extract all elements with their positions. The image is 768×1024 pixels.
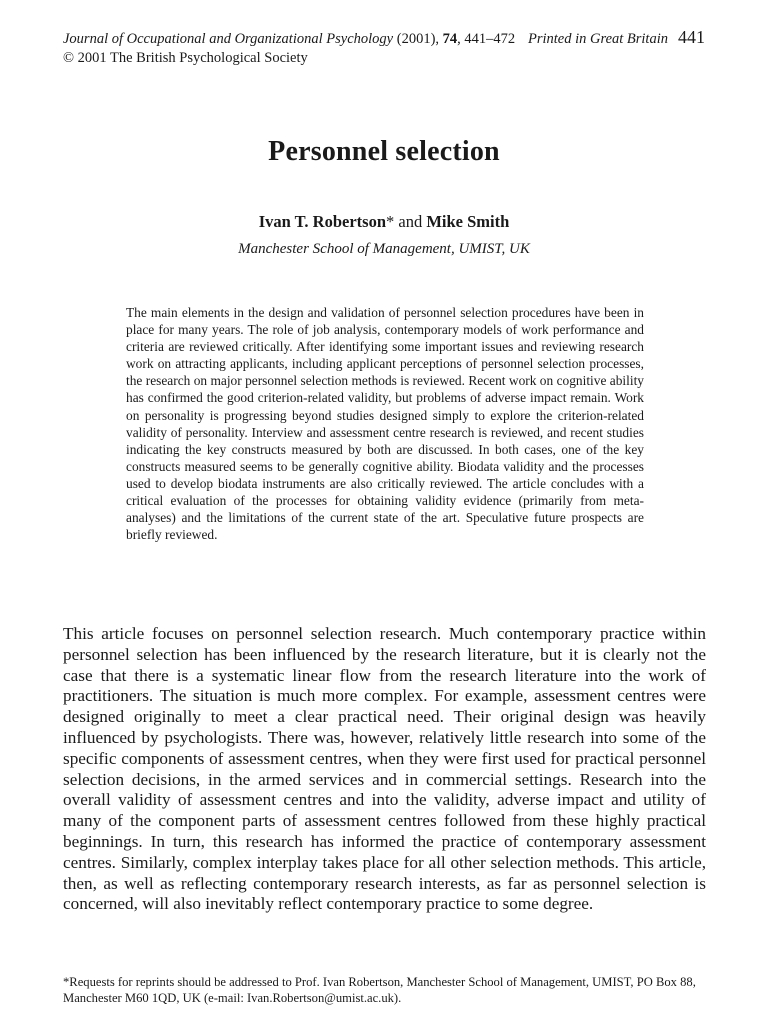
printed-in: Printed in Great Britain	[527, 31, 668, 47]
journal-citation	[63, 30, 515, 49]
article-title: Personnel selection	[268, 136, 500, 167]
page-number: 441	[678, 27, 705, 47]
journal-pages: , 441–472	[457, 31, 516, 47]
abstract: The main elements in the design and validation of personnel selection procedures have been in place for many years. The role of job analysis, contemporary models of work performance and criteria are reviewed critically. After identifying some important issues and reviewing research work on attracting applicants, including applicant perceptions of personnel selection processes, the research on major personnel selection methods is reviewed. Recent work on cognitive ability has confirmed the good criterion-related validity, but problems of adverse impact remain. Work on personality is progressing beyond studies designed simply to explore the criterion-related validity of personality. Interview and assessment centre research is reviewed, and recent studies indicating the key constructs measured by both are discussed. In both cases, one of the key constructs measured seems to be generally cognitive ability. Biodata validity and the processes used to develop biodata instruments are also critically reviewed. The article concludes with a critical evaluation of the processes for obtaining validity evidence (primarily from meta-analyses) and the limitations of the current state of the art. Speculative future prospects are briefly reviewed.	[126, 305, 644, 543]
reprint-footnote: *Requests for reprints should be addressed to Prof. Ivan Robertson, Manchester School of Management, UMIST, PO Box 88, Manchester M60 1QD, UK (e-mail: Ivan.Robertson@umist.ac.uk).	[63, 975, 696, 1005]
header-citation-line	[63, 28, 705, 49]
running-header	[63, 28, 705, 68]
corresponding-author-mark: *	[386, 212, 395, 231]
journal-year: (2001),	[396, 31, 440, 47]
author-2: Mike Smith	[426, 212, 510, 231]
copyright-line: © 2001 The British Psychological Society	[63, 50, 308, 66]
header-right	[528, 28, 705, 49]
journal-volume: 74	[442, 31, 458, 47]
journal-name: Journal of Occupational and Organizational Psychology	[63, 31, 394, 47]
author-line	[0, 212, 768, 232]
body-paragraph: This article focuses on personnel selection research. Much contemporary practice within personnel selection has been influenced by the research literature, but it is clearly not the case that there is a systematic linear flow from the research literature into the work of practitioners. The situation is much more complex. For example, assessment centres were designed originally to meet a clear practical need. Their original design was heavily influenced by psychologists. There was, however, relatively little research into some of the specific components of assessment centres, when they were first used for practical personnel selection decisions, in the armed services and in commercial settings. Research into the overall validity of assessment centres and into the validity, adverse impact and utility of many of the component parts of assessment centres followed from these highly practical beginnings. In turn, this research has informed the practice of contemporary assessment centres. Similarly, complex interplay takes place for all other selection methods. This article, then, as well as reflecting contemporary research interests, as far as personnel selection is concerned, will also inevitably reflect contemporary practice to some degree.	[63, 624, 706, 914]
author-affiliation: Manchester School of Management, UMIST, UK	[238, 241, 530, 257]
author-1: Ivan T. Robertson	[258, 212, 386, 231]
author-connector: and	[394, 212, 427, 231]
